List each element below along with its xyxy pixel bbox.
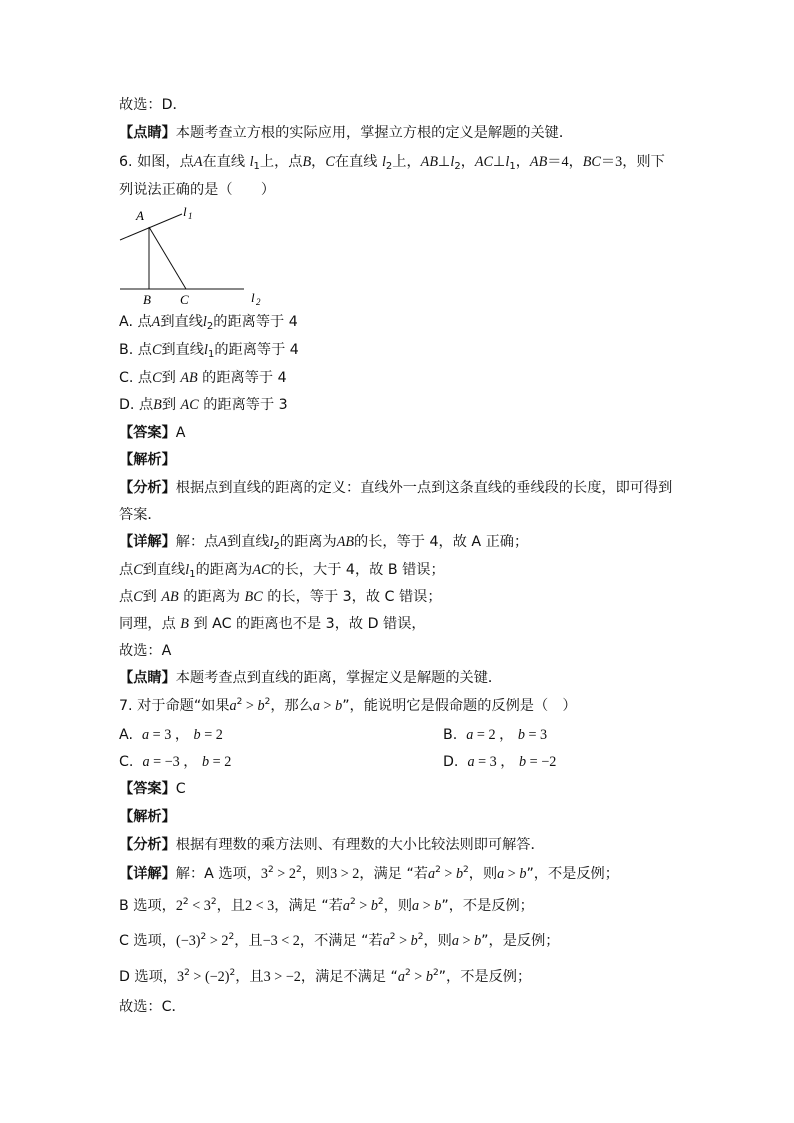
q6-stem-line1: 6. 如图，点A在直线 $l_1$上，点B，C在直线 $l_2$上，$AB\perp l_2$，$AC\perp l_1$，AB＝4，BC＝3，则下 [119,154,665,172]
q6-option-a: A. 点A到直线$l_2$的距离等于 4 [119,314,298,332]
q7-analysis: 【分析】根据有理数的乘方法则、有理数的大小比较法则即可解答． [119,837,545,853]
q7-option-b: B. a = 2 ， b = 3 [443,727,548,743]
q7-stem: 7. 对于命题“如果$a^2 > b^2$，那么a > b”，能说明它是假命题的反例是（ ） [119,697,577,714]
q7-option-a: A. a = 3 ， b = 2 [119,727,223,743]
label-l1: l [183,204,187,219]
label-l1-sub: 1 [188,211,193,221]
q7-detail-c: C 选项，$(-3)^2 > 2^2$，且−3 < 2，不满足 “若$a^2 > b^2$，则a > b”，是反例； [119,932,560,949]
q6-option-d: D. 点B到 AC 的距离等于 3 [119,397,288,413]
label-b: B [143,292,151,307]
q7-options-row1 [119,726,679,744]
segment-ac [149,227,186,289]
q6-detail-line3: 点C到 AB 的距离为 BC 的长，等于 3，故 C 错误； [119,589,442,605]
q6-answer: 【答案】A [119,425,186,441]
q6-comment: 【点睛】本题考查点到直线的距离，掌握定义是解题的关键． [119,670,503,686]
q6-option-b: B. 点C到直线$l_1$的距离等于 4 [119,342,299,360]
prev-comment: 【点睛】本题考查立方根的实际应用，掌握立方根的定义是解题的关键． [119,125,574,141]
q6-detail-line4: 同理，点 B 到 AC 的距离也不是 3，故 D 错误， [119,616,426,632]
q6-stem-line2: 列说法正确的是（ ） [119,182,276,198]
q7-detail-b: B 选项，$2^2 < 3^2$，且2 < 3，满足 “若$a^2 > b^2$，则a > b”，不是反例； [119,897,534,914]
q6-jiexi-tag: 【解析】 [119,452,176,468]
q7-options-row2 [119,753,679,771]
prev-conclusion: 故选：D． [119,97,187,113]
q6-geometry-figure [112,198,272,310]
q7-jiexi-tag: 【解析】 [119,809,176,825]
q7-option-c: C. a = −3 ， b = 2 [119,754,232,770]
label-l2: l [251,290,255,305]
q6-analysis-line1: 【分析】根据点到直线的距离的定义：直线外一点到这条直线的垂线段的长度，即可得到 [119,480,673,496]
q6-analysis-line2: 答案． [119,507,162,523]
q6-detail-line2: 点C到直线$l_1$的距离为AC的长，大于 4，故 B 错误； [119,562,445,580]
q6-detail-line1: 【详解】解：点A到直线$l_2$的距离为AB的长，等于 4，故 A 正确； [119,534,529,552]
label-l2-sub: 2 [256,297,261,307]
q6-conclusion: 故选：A [119,643,172,659]
q7-detail-d: D 选项，$3^2 > (-2)^2$，且3 > −2，满足不满足 “$a^2 > b^2$”，不是反例； [119,968,532,985]
q7-option-d: D. a = 3 ， b = −2 [443,754,557,770]
q7-conclusion: 故选：C． [119,999,186,1015]
line-l1 [120,214,182,240]
label-a: A [136,208,144,223]
q7-answer: 【答案】C [119,781,186,797]
q7-detail-a: 【详解】解：A 选项，$3^2 > 2^2$，则3 > 2，满足 “若$a^2 > b^2$，则a > b”，不是反例； [119,865,619,882]
q6-option-c: C. 点C到 AB 的距离等于 4 [119,370,287,386]
label-c: C [180,292,189,307]
